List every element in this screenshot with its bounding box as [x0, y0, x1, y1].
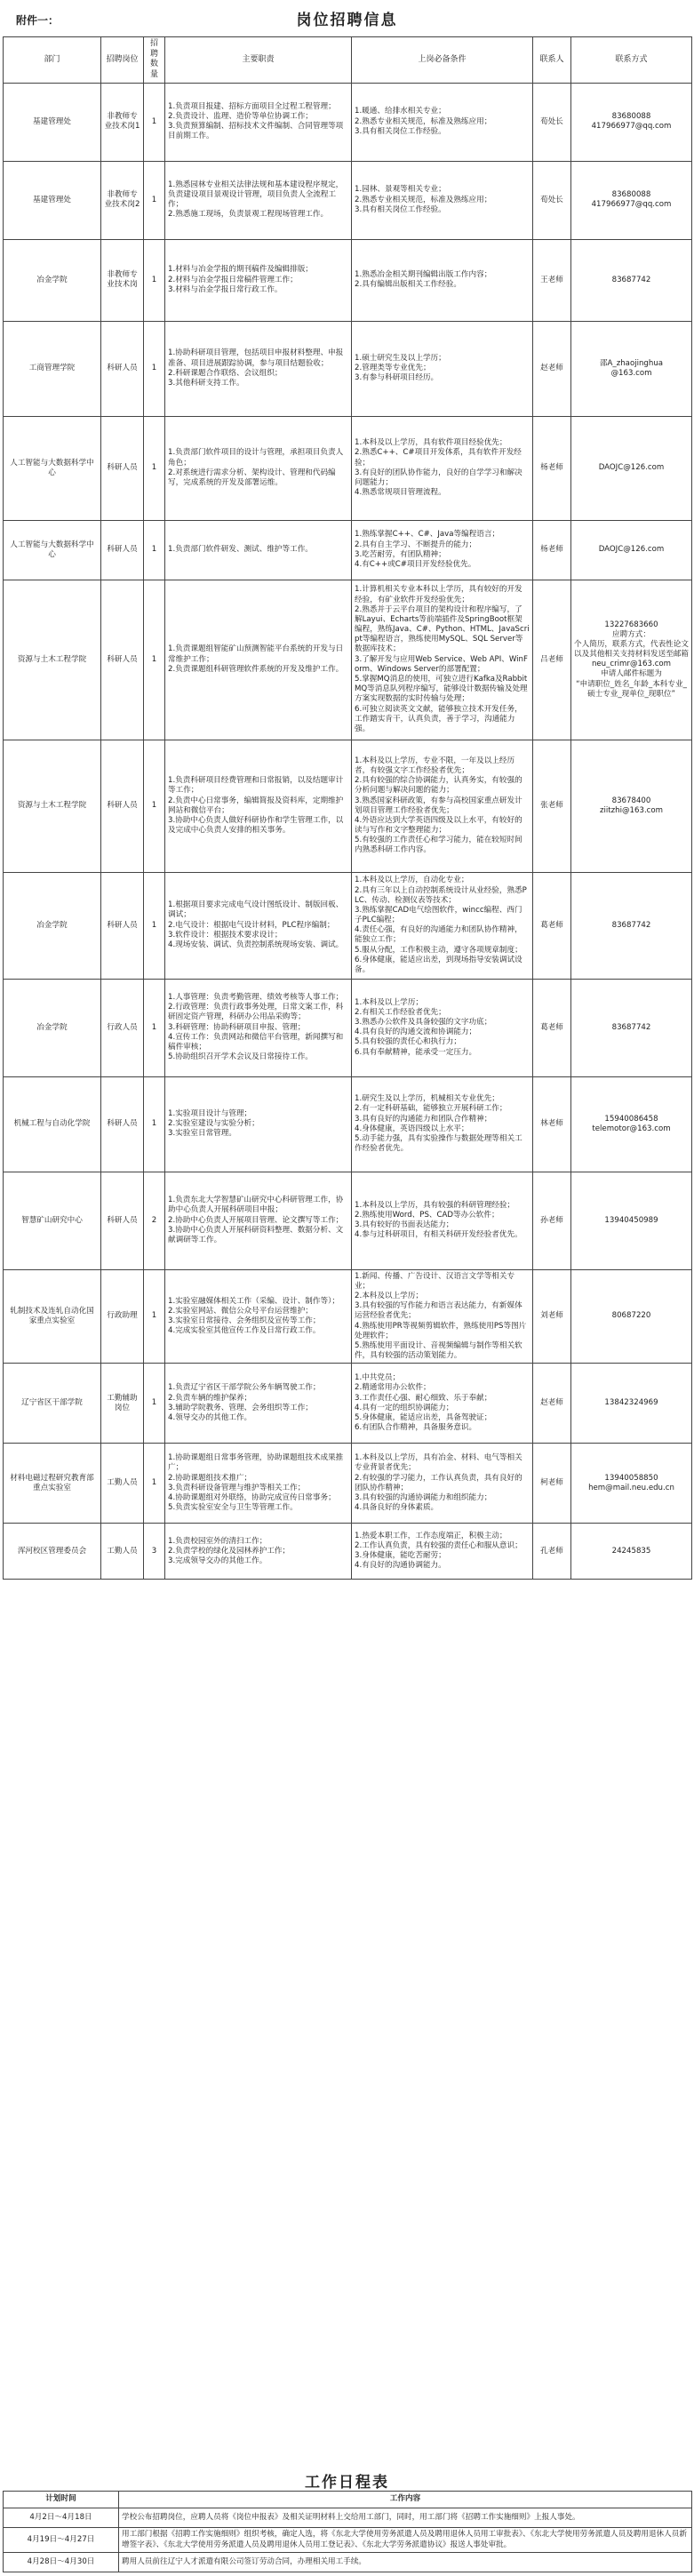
job-phone: 24245835	[571, 1524, 692, 1580]
job-dept: 轧制技术及连轧自动化国家重点实验室	[4, 1269, 101, 1364]
job-phone: 83687742	[571, 872, 692, 979]
job-duties: 1.负责部门软件研发、测试、维护等工作。	[165, 520, 352, 580]
schedule-header-time: 计划时间	[4, 2492, 119, 2508]
jobs-body	[4, 83, 692, 1580]
job-duties: 1.负责部门软件项目的设计与管理，承担项目负责人角色； 2.对系统进行需求分析、架构设计、管理和代码编写，完成系统的开发及部署运维。	[165, 416, 352, 520]
job-num: 1	[144, 416, 165, 520]
job-post: 科研人员	[101, 1172, 144, 1269]
job-phone: 13227683660 应聘方式： 个人简历，联系方式，代表性论文以及其他相关支持材料发送至邮箱 neu_crimr@163.com 申请人邮件标题为 “申请职位_姓名_年龄_本科专业_硕士专业_现单位_现职位”	[571, 580, 692, 740]
job-dept: 冶金学院	[4, 239, 101, 321]
job-dept: 辽宁省区干部学院	[4, 1364, 101, 1444]
schedule-time: 4月2日～4月18日	[4, 2508, 119, 2528]
header-reqs: 上岗必备条件	[352, 37, 533, 84]
header-phone: 联系方式	[571, 37, 692, 84]
schedule-row	[4, 2553, 692, 2572]
job-row	[4, 740, 692, 872]
job-post: 行政人员	[101, 979, 144, 1076]
job-post: 科研人员	[101, 872, 144, 979]
job-reqs: 1.新闻、传播、广告设计、汉语言文学等相关专业； 2.本科及以上学历； 3.具有较强的写作能力和语言表达能力，有新媒体运营经验者优先； 4.熟练使用PR等视频剪辑软件，熟练使用PS等图片处理软件； 5.熟练使用平面设计、音视频编辑与制作等相关软件，具有较强的活动策划能力。	[352, 1269, 533, 1364]
schedule-content: 学校公布招聘岗位，应聘人员将《岗位申报表》及相关证明材料上交给用工部门，同时，用工部门将《招聘工作实施细则》上报人事处。	[119, 2508, 692, 2528]
job-reqs: 1.园林、景观等相关专业； 2.熟悉专业相关规范，标准及熟练应用； 3.具有相关岗位工作经验。	[352, 161, 533, 239]
job-row	[4, 872, 692, 979]
job-post: 非教师专业技术岗	[101, 239, 144, 321]
schedule-title: 工作日程表	[305, 2474, 389, 2492]
job-row	[4, 239, 692, 321]
job-reqs: 1.中共党员； 2.精通常用办公软件； 3.工作责任心强、耐心细致、乐于奉献； 4.具有一定的组织协调能力； 5.身体健康，能适应出差，具备驾驶证； 6.有团队合作精神，具备服务意识。	[352, 1364, 533, 1444]
job-reqs: 1.本科及以上学历，专业不限，一年及以上经历者，有较强文字工作经验者优先； 2.具有较强的综合协调能力，认真务实，有较强的分析问题与解决问题的能力； 3.熟悉国家科研政策，有参与高校国家重点研发计划项目管理工作经验者优先； 4.外语应达到大学英语四级及以上水平，有较好的读与写作和文字整理能力； 5.有较强的工作责任心和学习能力，能在较短时间内熟悉科研工作内容。	[352, 740, 533, 872]
job-reqs: 1.本科及以上学历，具有较强的科研管理经验； 2.熟练使用Word、PS、CAD等办公软件； 3.具有较好的书面表达能力； 4.参与过科研项目，有相关科研开发经验者优先。	[352, 1172, 533, 1269]
job-reqs: 1.热爱本职工作，工作态度端正，积极主动； 2.工作认真负责，具有较强的责任心和服从意识； 3.身体健康，能吃苦耐劳； 4.有良好的沟通协调能力。	[352, 1524, 533, 1580]
job-phone: DAOJC@126.com	[571, 416, 692, 520]
job-phone: 15940086458 telemotor@163.com	[571, 1076, 692, 1172]
job-row	[4, 580, 692, 740]
job-phone: 83687742	[571, 979, 692, 1076]
job-contact: 葛老师	[533, 872, 571, 979]
job-post: 工勤人员	[101, 1444, 144, 1524]
recruit-title: 岗位招聘信息	[296, 12, 398, 29]
header-post: 招聘岗位	[101, 37, 144, 84]
job-num: 3	[144, 1524, 165, 1580]
job-phone: 83678400 ziitzhi@163.com	[571, 740, 692, 872]
job-contact: 张老师	[533, 740, 571, 872]
job-dept: 材料电磁过程研究教育部重点实验室	[4, 1444, 101, 1524]
job-contact: 林老师	[533, 1076, 571, 1172]
job-phone: 13940058850 hem@mail.neu.edu.cn	[571, 1444, 692, 1524]
job-row	[4, 1269, 692, 1364]
job-phone: 13842324969	[571, 1364, 692, 1444]
job-reqs: 1.熟悉冶金相关期刊编辑出版工作内容； 2.具有编辑出版相关工作经验。	[352, 239, 533, 321]
job-duties: 1.负责东北大学智慧矿山研究中心科研管理工作，协助中心负责人开展科研项目申报； 2.协助中心负责人开展项目管理、论文撰写等工作； 3.协助中心负责人开展科研资料整理、数据分析、文献调研等工作。	[165, 1172, 352, 1269]
job-dept: 资源与土木工程学院	[4, 740, 101, 872]
job-phone: 83680088 417966977@qq.com	[571, 83, 692, 161]
job-contact: 孙老师	[533, 1172, 571, 1269]
header-contact: 联系人	[533, 37, 571, 84]
schedule-row	[4, 2528, 692, 2553]
job-row	[4, 1076, 692, 1172]
job-dept: 工商管理学院	[4, 321, 101, 416]
header-num: 招聘数量	[144, 37, 165, 84]
job-contact: 杨老师	[533, 520, 571, 580]
job-num: 1	[144, 872, 165, 979]
job-dept: 人工智能与大数据科学中心	[4, 520, 101, 580]
job-contact: 荀处长	[533, 161, 571, 239]
schedule-content: 用工部门根据《招聘工作实施细则》组织考核，确定人选，将《东北大学使用劳务派遣人员及聘用退休人员用工审批表》、《东北大学使用劳务派遣人员及聘用退休人员新增签字表》、《东北大学使用劳务派遣人员及聘用退休人员用工登记表》、《东北大学劳务派遣协议》报送人事处审批。	[119, 2528, 692, 2553]
job-dept: 人工智能与大数据科学中心	[4, 416, 101, 520]
job-num: 1	[144, 1444, 165, 1524]
job-duties: 1.负责科研项目经费管理和日常报销，以及结题审计等工作； 2.负责中心日常事务，编辑简报及资料库，定期维护网站和微信平台； 3.协助中心负责人做好科研协作和学生管理工作，以及完成中心负责人安排的相关事务。	[165, 740, 352, 872]
job-dept: 基建管理处	[4, 83, 101, 161]
job-contact: 葛老师	[533, 979, 571, 1076]
job-phone: 13940450989	[571, 1172, 692, 1269]
schedule-content: 聘用人员前往辽宁人才派遣有限公司签订劳动合同，办理相关用工手续。	[119, 2553, 692, 2572]
job-reqs: 1.计算机相关专业本科以上学历，具有较好的开发经验，有矿业软件开发经验优先； 2.熟悉并于云平台项目的架构设计和程序编写，了解Layui、Echarts等前端插件及SpringBoot框架编程，熟练Java、C#、Python、HTML、JavaScript等编程语言，熟练使用MySQL、SQL Server等数据库技术； 3.了解开发与应用Web Service、Web API、WinForm、Windows Server的部署配置； 5.掌握MQ消息的使用，可独立进行Kafka及RabbitMQ等消息队列程序编写，能够设计数据传输及处理方案实现数据的实时传输与处理； 6.可独立阅读英文文献，能够独立技术开发任务，工作踏实肯干，认真负责，善于学习，沟通能力强。	[352, 580, 533, 740]
job-num: 1	[144, 979, 165, 1076]
job-phone: 邵A_zhaojinghua @163.com	[571, 321, 692, 416]
job-num: 1	[144, 1364, 165, 1444]
job-duties: 1.人事管理：负责考勤管理、绩效考核等人事工作； 2.行政管理：负责行政事务处理，日常文案工作，科研固定资产管理，科研办公用品采购等； 3.科研管理：协助科研项目申报、管理； 4.宣传工作：负责网站和微信平台管理，新闻撰写和稿件审核； 5.协助组织召开学术会议及日常接待工作。	[165, 979, 352, 1076]
job-duties: 1.熟悉园林专业相关法律法规和基本建设程序规定，负责建设项目景观设计管理，项目负责人全流程工作； 2.熟悉施工现场，负责景观工程现场管理工作。	[165, 161, 352, 239]
job-dept: 冶金学院	[4, 979, 101, 1076]
job-post: 科研人员	[101, 520, 144, 580]
job-dept: 基建管理处	[4, 161, 101, 239]
job-reqs: 1.硕士研究生及以上学历； 2.管理类等专业优先； 3.有参与科研项目经历。	[352, 321, 533, 416]
schedule-table	[3, 2491, 692, 2572]
job-dept: 机械工程与自动化学院	[4, 1076, 101, 1172]
header-dept: 部门	[4, 37, 101, 84]
job-phone: DAOJC@126.com	[571, 520, 692, 580]
job-duties: 1.材料与冶金学报的期刊稿件及编辑排版； 2.材料与冶金学报日常稿件管理工作； 3.材料与冶金学报日常行政工作。	[165, 239, 352, 321]
schedule-time: 4月28日～4月30日	[4, 2553, 119, 2572]
job-row	[4, 1172, 692, 1269]
job-duties: 1.协助课题组日常事务管理，协助课题组技术成果推广； 2.协助课题组技术推广； 3.负责科研设备管理与维护等相关工作； 4.协助课题组对外联络，协助完成宣传日常事务； 5.负责实验室安全与卫生等管理工作。	[165, 1444, 352, 1524]
job-post: 科研人员	[101, 321, 144, 416]
job-duties: 1.负责校园室外的清扫工作； 2.负责学校的绿化及园林养护工作； 3.完成领导交办的其他工作。	[165, 1524, 352, 1580]
schedule-body	[4, 2508, 692, 2572]
job-num: 1	[144, 161, 165, 239]
job-contact: 刘老师	[533, 1269, 571, 1364]
job-dept: 智慧矿山研究中心	[4, 1172, 101, 1269]
job-post: 科研人员	[101, 740, 144, 872]
job-contact: 赵老师	[533, 321, 571, 416]
job-contact: 吕老师	[533, 580, 571, 740]
job-duties: 1.负责课题组智能矿山预测智能平台系统的开发与日常维护工作； 2.负责课题组科研管理软件系统的开发及维护工作。	[165, 580, 352, 740]
jobs-table	[3, 36, 692, 1580]
job-num: 1	[144, 83, 165, 161]
job-phone: 80687220	[571, 1269, 692, 1364]
job-dept: 冶金学院	[4, 872, 101, 979]
schedule-header-row	[4, 2492, 692, 2508]
header-duties: 主要职责	[165, 37, 352, 84]
job-duties: 1.实验项目设计与管理； 2.实验室建设与实验分析； 3.实验室日常管理。	[165, 1076, 352, 1172]
job-dept: 资源与土木工程学院	[4, 580, 101, 740]
job-duties: 1.协助科研项目管理，包括项目申报材料整理、申报准备、项目进展跟踪协调，参与项目结题验收； 2.科研课题合作联络、会议组织； 3.其他科研支持工作。	[165, 321, 352, 416]
job-post: 科研人员	[101, 1076, 144, 1172]
job-row	[4, 161, 692, 239]
job-row	[4, 1524, 692, 1580]
job-contact: 王老师	[533, 239, 571, 321]
job-post: 工勤人员	[101, 1524, 144, 1580]
job-reqs: 1.本科及以上学历； 2.有相关工作经验者优先； 3.熟悉办公软件及具备较强的文字功底； 4.具有良好的沟通交流和协调能力； 5.具有较强的责任心和执行力； 6.具有奉献精神，能承受一定压力。	[352, 979, 533, 1076]
job-contact: 杨老师	[533, 416, 571, 520]
job-contact: 孔老师	[533, 1524, 571, 1580]
jobs-header-row	[4, 37, 692, 84]
job-post: 工勤辅助岗位	[101, 1364, 144, 1444]
job-post: 非教师专业技术岗2	[101, 161, 144, 239]
job-row	[4, 83, 692, 161]
job-reqs: 1.本科及以上学历，具有软件项目经验优先； 2.熟悉C++、C#项目开发体系，具有软件开发经验； 3.有良好的团队协作能力，良好的自学学习和解决问题能力； 4.熟悉常规项目管理流程。	[352, 416, 533, 520]
job-duties: 1.实验室融媒体相关工作（采编、设计、制作等）； 2.实验室网站、微信公众号平台运营维护； 3.实验室日常接待、会务组织及宣传等工作； 4.完成实验室其他宣传工作及日常行政工作。	[165, 1269, 352, 1364]
job-num: 1	[144, 239, 165, 321]
job-reqs: 1.熟练掌握C++、C#、Java等编程语言； 2.具有自主学习、不断提升的能力； 3.吃苦耐劳，有团队精神； 4.有C++或C#项目开发经验优先。	[352, 520, 533, 580]
job-phone: 83680088 417966977@qq.com	[571, 161, 692, 239]
job-post: 非教师专业技术岗1	[101, 83, 144, 161]
job-duties: 1.负责项目报建、招标方面项目全过程工程管理； 2.负责设计、监理、造价等单位协调工作； 3.负责预算编制、招标技术文件编制、合同管理等项目前期工作。	[165, 83, 352, 161]
job-reqs: 1.本科及以上学历，自动化专业； 2.具有三年以上自动控制系统设计从业经验，熟悉PLC、传动、检测仪表等技术； 3.熟练掌握CAD电气绘图软件，wincc编程、西门子PLC编程； 4.责任心强，有良好的沟通能力和团队协作精神，能独立工作； 5.服从分配，工作积极主动，遵守各项规章制度； 6.身体健康，能适应出差，到现场指导安装调试设备。	[352, 872, 533, 979]
job-num: 1	[144, 580, 165, 740]
schedule-row	[4, 2508, 692, 2528]
job-contact: 赵老师	[533, 1364, 571, 1444]
job-contact: 荀处长	[533, 83, 571, 161]
job-row	[4, 416, 692, 520]
job-duties: 1.负责辽宁省区干部学院公务车辆驾驶工作； 2.负责车辆的维护保养； 3.辅助学院教务、管理、会务组织等工作； 4.领导交办的其他工作。	[165, 1364, 352, 1444]
job-reqs: 1.本科及以上学历，具有冶金、材料、电气等相关专业背景者优先； 2.有较强的学习能力，工作认真负责，具有良好的团队协作精神； 3.具有较强的沟通协调能力和组织能力； 4.具备良好的身体素质。	[352, 1444, 533, 1524]
schedule-time: 4月19日～4月27日	[4, 2528, 119, 2553]
job-duties: 1.根据项目要求完成电气设计图纸设计、制版回板、调试； 2.电气设计：根据电气设计材料，PLC程序编制； 3.软件设计：根据技术要求设计； 4.现场安装、调试、负责控制系统现场安装、调试。	[165, 872, 352, 979]
job-post: 科研人员	[101, 416, 144, 520]
job-reqs: 1.暖通、给排水相关专业； 2.熟悉专业相关规范，标准及熟练应用； 3.具有相关岗位工作经验。	[352, 83, 533, 161]
job-row	[4, 520, 692, 580]
job-reqs: 1.研究生及以上学历，机械相关专业优先； 2.有一定科研基础，能够独立开展科研工作； 3.具有良好的沟通能力和团队合作精神； 4.身体健康，英语四级以上水平； 5.动手能力强，具有实验操作与数据处理等相关工作经验者优先。	[352, 1076, 533, 1172]
job-dept: 浑河校区管理委员会	[4, 1524, 101, 1580]
job-num: 1	[144, 1076, 165, 1172]
job-num: 1	[144, 1269, 165, 1364]
job-contact: 柯老师	[533, 1444, 571, 1524]
attachment-label: 附件一：	[16, 14, 60, 27]
job-post: 行政助理	[101, 1269, 144, 1364]
job-row	[4, 1444, 692, 1524]
job-num: 1	[144, 520, 165, 580]
job-phone: 83687742	[571, 239, 692, 321]
job-row	[4, 1364, 692, 1444]
schedule-header-content: 工作内容	[119, 2492, 692, 2508]
job-num: 2	[144, 1172, 165, 1269]
job-num: 1	[144, 740, 165, 872]
job-post: 科研人员	[101, 580, 144, 740]
job-num: 1	[144, 321, 165, 416]
job-row	[4, 979, 692, 1076]
job-row	[4, 321, 692, 416]
